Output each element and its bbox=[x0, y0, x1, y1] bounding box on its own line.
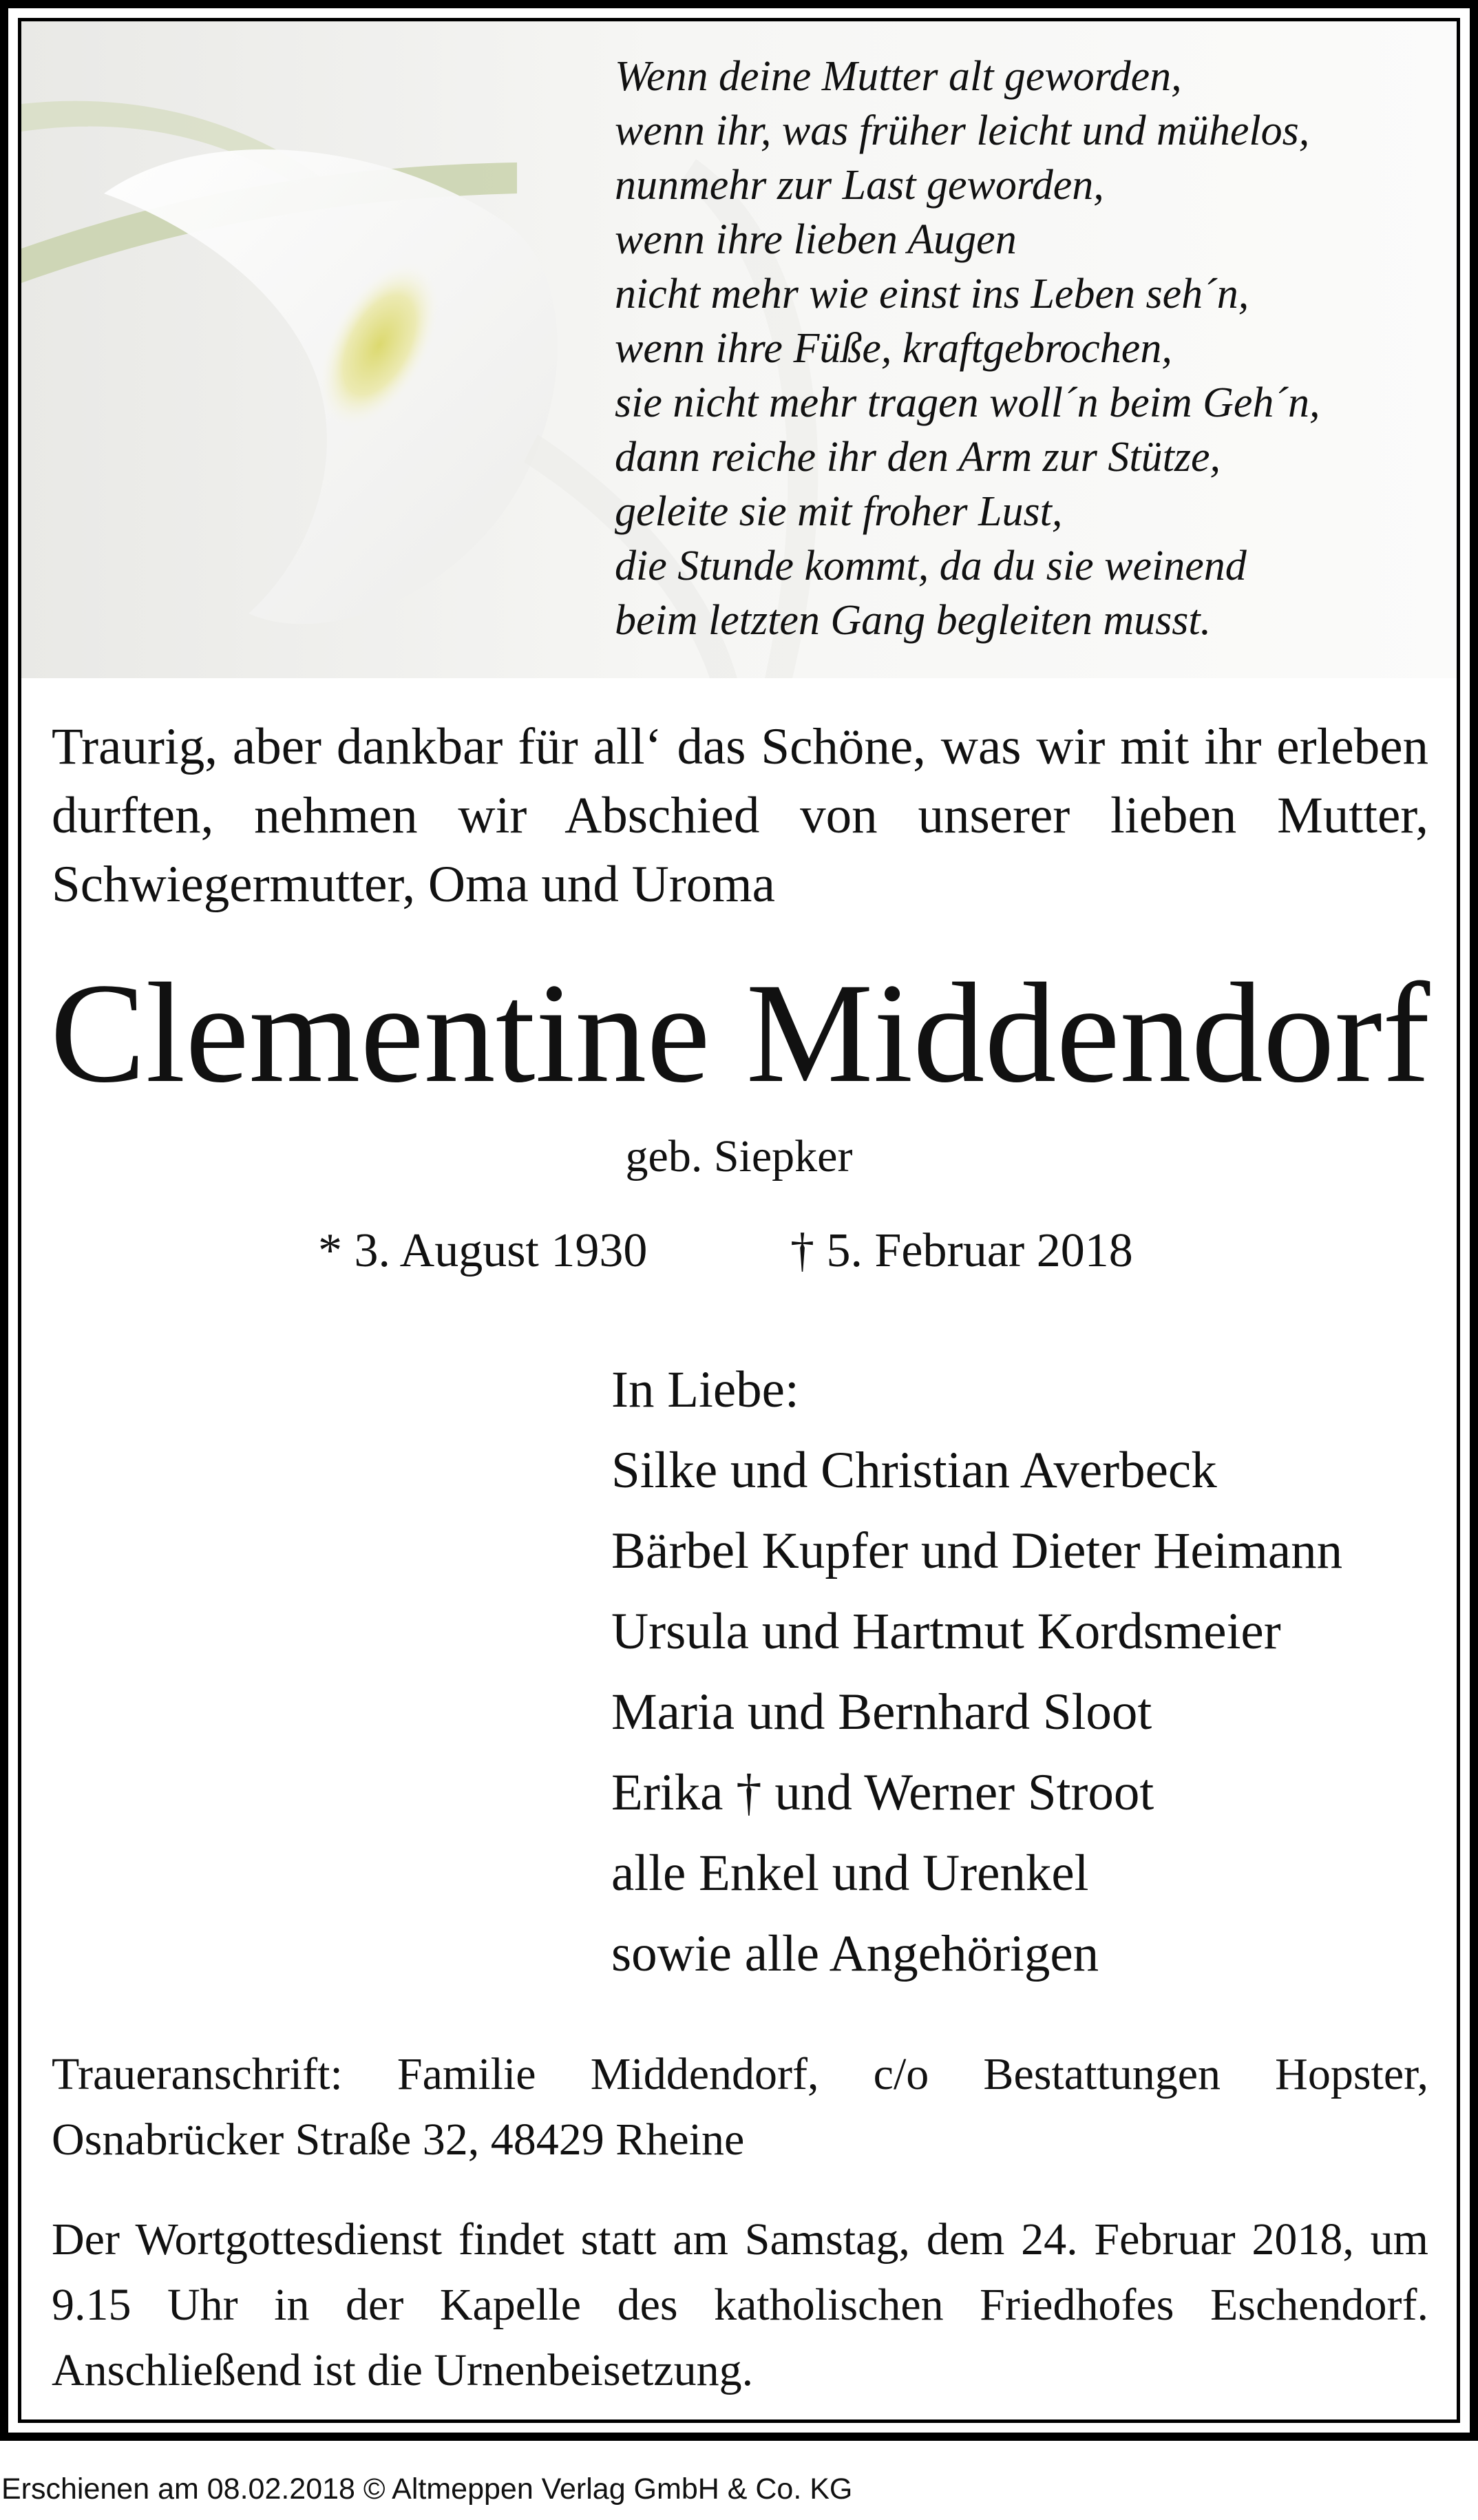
mourners-list bbox=[611, 1350, 1451, 1994]
poem-line: wenn ihr, was früher leicht und mühelos, bbox=[615, 107, 1310, 154]
maiden-name: geb. Siepker bbox=[625, 1131, 853, 1182]
poem-line: sie nicht mehr tragen woll´n beim Geh´n, bbox=[615, 379, 1320, 426]
poem-line: Wenn deine Mutter alt geworden, bbox=[615, 53, 1182, 100]
service-notice: Der Wortgottesdienst findet statt am Samstag, dem 24. Februar 2018, um 9.15 Uhr in der Kapelle des katholischen Friedhofes Eschendorf. Anschließend ist die Urnenbeisetzung. bbox=[52, 2214, 1428, 2395]
poem-line: dann reiche ihr den Arm zur Stütze, bbox=[615, 434, 1221, 481]
mourner-name: Erika † und Werner Stroot bbox=[611, 1764, 1154, 1821]
poem-line: beim letzten Gang begleiten musst. bbox=[615, 597, 1212, 644]
poem bbox=[615, 50, 1413, 648]
poem-line: nicht mehr wie einst ins Leben seh´n, bbox=[615, 271, 1249, 317]
mourner-name: Maria und Bernhard Sloot bbox=[611, 1683, 1152, 1741]
birth-date: * 3. August 1930 bbox=[318, 1224, 648, 1277]
poem-line: wenn ihre lieben Augen bbox=[615, 216, 1017, 263]
poem-line: geleite sie mit froher Lust, bbox=[615, 488, 1063, 535]
poem-line: die Stunde kommt, da du sie weinend bbox=[615, 543, 1247, 589]
poem-line: nunmehr zur Last geworden, bbox=[615, 162, 1104, 209]
mourner-name: sowie alle Angehörigen bbox=[611, 1925, 1099, 1982]
mourner-name: Silke und Christian Averbeck bbox=[611, 1442, 1217, 1499]
mourner-name: Ursula und Hartmut Kordsmeier bbox=[611, 1603, 1281, 1660]
publication-footer: Erschienen am 08.02.2018 © Altmeppen Verlag GmbH & Co. KG bbox=[1, 2472, 853, 2506]
mourners-heading: In Liebe: bbox=[611, 1361, 799, 1418]
mourning-address: Traueranschrift: Familie Middendorf, c/o Bestattungen Hopster, Osnabrücker Straße 32, 48429 Rheine bbox=[52, 2049, 1428, 2165]
intro-text: Traurig, aber dankbar für all‘ das Schöne, was wir mit ihr erleben durften, nehmen wir Abschied von unserer lieben Mutter, Schwiegermutter, Oma und Uroma bbox=[52, 718, 1428, 913]
poem-line: wenn ihre Füße, kraftgebrochen, bbox=[615, 325, 1172, 372]
mourner-name: Bärbel Kupfer und Dieter Heimann bbox=[611, 1522, 1343, 1579]
mourner-name: alle Enkel und Urenkel bbox=[611, 1845, 1089, 1902]
deceased-name: Clementine Middendorf bbox=[50, 954, 1431, 1112]
death-date: † 5. Februar 2018 bbox=[790, 1224, 1133, 1277]
